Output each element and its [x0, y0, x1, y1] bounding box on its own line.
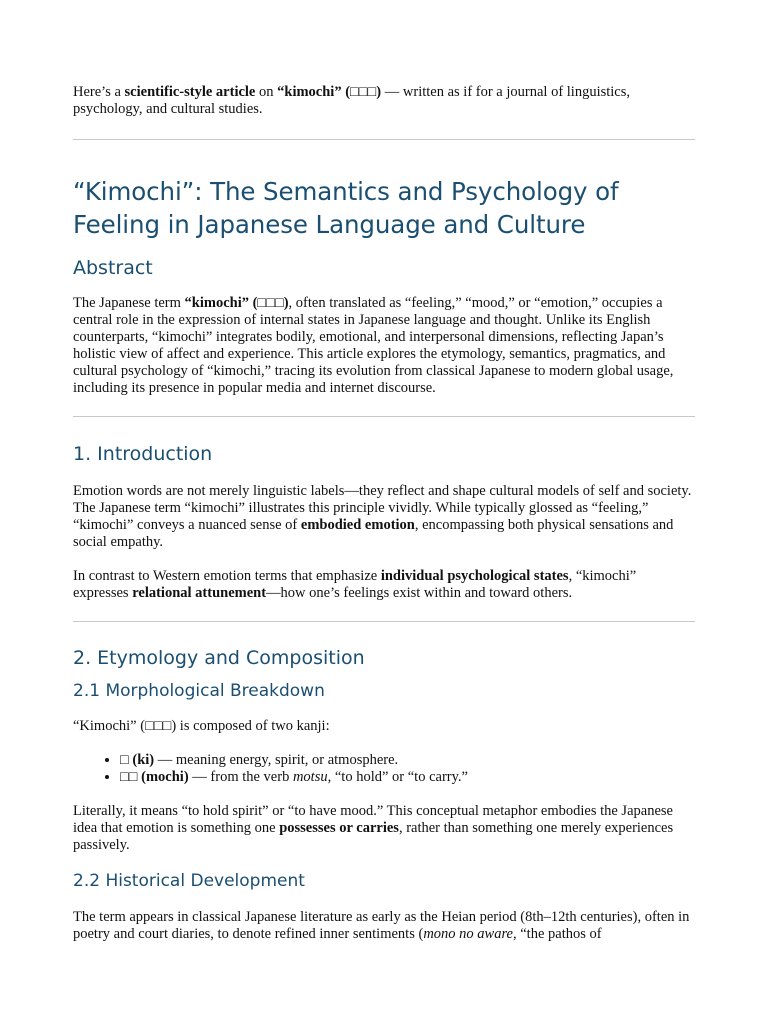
morphology-bold-term: possesses or carries — [279, 820, 399, 836]
introduction-text: Emotion words are not merely linguistic labels—they reflect and shape cultural models of self and society. The Japanese term “kimochi” illustrates this principle vividly. While typically glossed as “feeling,” “kimochi” conveys a nuanced sense of — [73, 483, 692, 533]
introduction-bold-term: individual psychological states — [380, 568, 569, 584]
introduction-paragraph-1 — [73, 483, 695, 551]
introduction-bold-term: embodied emotion — [300, 517, 415, 533]
divider — [73, 416, 695, 417]
intro-text: Here’s a — [73, 84, 125, 100]
abstract-paragraph — [73, 295, 695, 397]
abstract-heading: Abstract — [73, 257, 153, 279]
list-item-text: — from the verb — [188, 769, 293, 785]
abstract-text: , often translated as “feeling,” “mood,” or “emotion,” occupies a central role in the expression of internal states in Japanese language and thought. Unlike its English counterparts, “kimochi” integrates bodily, emotional, and interpersonal dimensions, reflecting Japan’s holistic view of affect and experience. This article explores the etymology, semantics, pragmatics, and cultural psychology of “kimochi,” tracing its evolution from classical Japanese to modern global usage, including its presence in popular media and internet discourse. — [73, 295, 674, 396]
intro-text: — written as if for a journal of linguistics, psychology, and cultural studies. — [73, 84, 631, 117]
introduction-text: , “kimochi” expresses — [73, 568, 637, 601]
history-text: , “the pathos of — [513, 926, 602, 942]
introduction-paragraph-2 — [73, 568, 695, 602]
list-item-text: — meaning energy, spirit, or atmosphere. — [154, 752, 399, 768]
morphology-text: , rather than something one merely experiences passively. — [73, 820, 674, 853]
etymology-heading: 2. Etymology and Composition — [73, 647, 365, 669]
history-heading: 2.2 Historical Development — [73, 871, 305, 891]
intro-bold-kimochi: “kimochi” (□□□) — [277, 84, 382, 100]
morphology-paragraph: “Kimochi” (□□□) is composed of two kanji: — [73, 718, 330, 734]
abstract-bold-term: “kimochi” (□□□) — [184, 295, 289, 311]
history-paragraph — [73, 909, 695, 943]
history-text: The term appears in classical Japanese literature as early as the Heian period (8th–12th centuries), often in poetry and court diaries, to denote refined inner sentiments ( — [73, 909, 690, 942]
intro-paragraph — [73, 84, 695, 118]
intro-bold-article: scientific-style article — [124, 84, 256, 100]
divider — [73, 621, 695, 622]
list-item — [120, 752, 695, 769]
introduction-heading: 1. Introduction — [73, 443, 213, 465]
introduction-text: , encompassing both physical sensations and social empathy. — [73, 517, 674, 550]
abstract-text: The Japanese term — [73, 295, 185, 311]
list-item — [120, 769, 695, 786]
morphology-list — [73, 752, 695, 786]
list-item-term: □□ (mochi) — [120, 769, 189, 785]
list-item-text: , “to hold” or “to carry.” — [327, 769, 468, 785]
introduction-text: —how one’s feelings exist within and toward others. — [266, 585, 573, 601]
divider — [73, 139, 695, 140]
morphology-paragraph-2 — [73, 803, 695, 854]
morphology-heading: 2.1 Morphological Breakdown — [73, 681, 325, 701]
intro-text: on — [255, 84, 278, 100]
history-italic-term: mono no aware — [423, 926, 513, 942]
morphology-text: Literally, it means “to hold spirit” or “to have mood.” This conceptual metaphor embodies the Japanese idea that emotion is something one — [73, 803, 673, 836]
list-item-term: □ (ki) — [120, 752, 155, 768]
introduction-text: In contrast to Western emotion terms that emphasize — [73, 568, 381, 584]
introduction-bold-term: relational attunement — [132, 585, 267, 601]
list-item-italic: motsu — [292, 769, 328, 785]
article-title: “Kimochi”: The Semantics and Psychology of Feeling in Japanese Language and Culture — [73, 177, 619, 239]
